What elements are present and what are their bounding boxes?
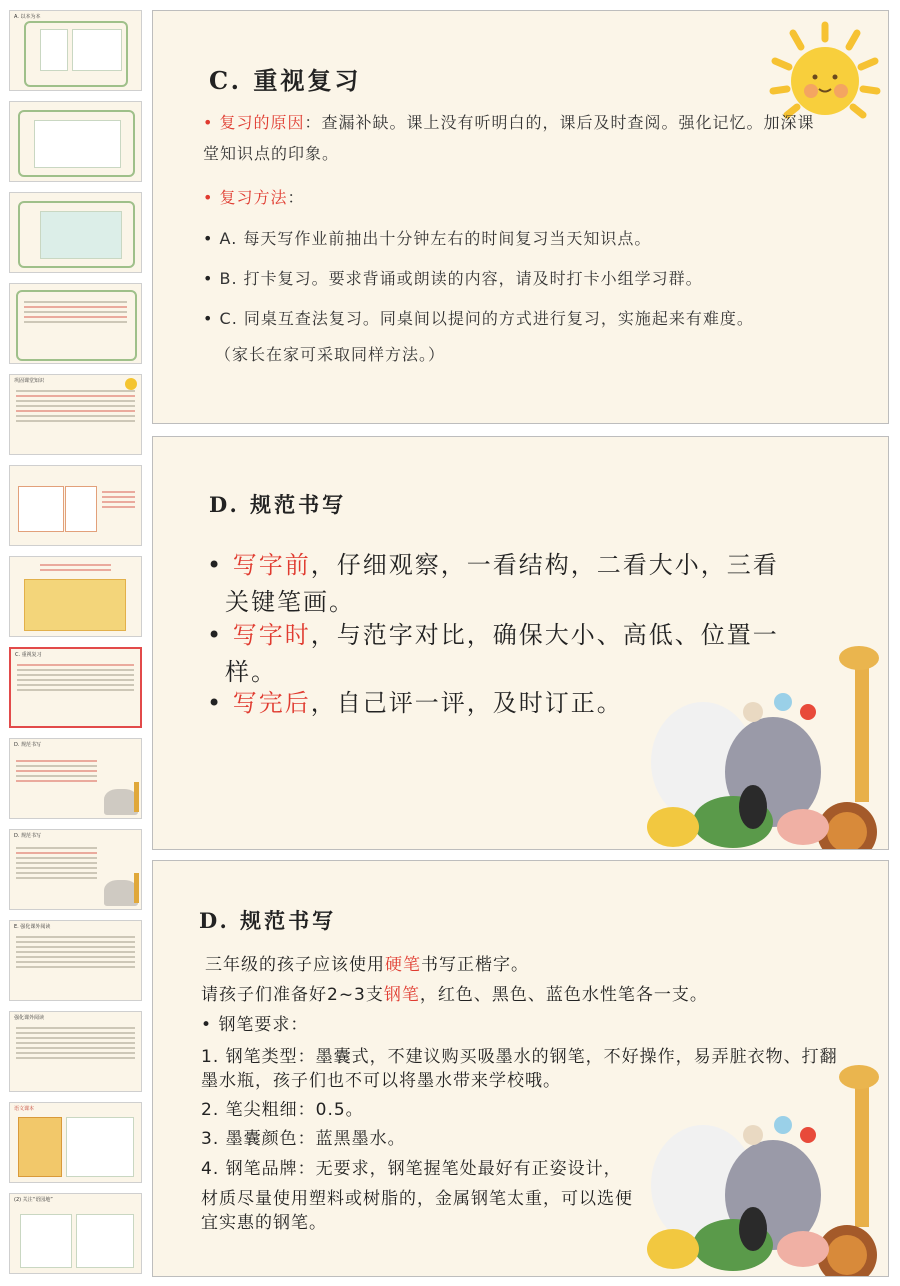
highlight-hard-pen: 硬笔 — [385, 955, 421, 975]
thumbnail-6[interactable] — [9, 465, 142, 546]
thumbnail-label: A. 以本为本 — [14, 14, 41, 20]
animals-illustration — [633, 642, 889, 850]
thumbnail-13[interactable] — [9, 1102, 142, 1183]
thumbnail-label: 强化课外阅读 — [14, 1015, 45, 1021]
point-text-cont: 关键笔画。 — [225, 588, 355, 616]
text-part: 请孩子们准备好2~3支 — [201, 985, 384, 1005]
slide-title: C. 重视复习 — [209, 66, 362, 95]
thumbnail-label: 语文课本 — [14, 1106, 35, 1112]
reason-text: ：查漏补缺。课上没有听明白的，课后及时查阅。强化记忆。加深课堂知识点的印象。 — [203, 113, 815, 163]
thumb-lines — [24, 298, 127, 357]
point-label: 写字时 — [232, 621, 311, 649]
highlight-fountain-pen: 钢笔 — [383, 985, 420, 1005]
method-item-c — [203, 303, 828, 334]
method-item-text: A. 每天写作业前抽出十分钟左右的时间复习当天知识点。 — [219, 229, 652, 248]
thumbnail-5[interactable] — [9, 374, 142, 455]
thumbnail-11[interactable] — [9, 920, 142, 1001]
thumb-lines — [16, 933, 135, 994]
pen-intro-line — [205, 953, 838, 977]
reason-paragraph — [203, 107, 828, 169]
thumbnail-3[interactable] — [9, 192, 142, 273]
thumb-panel — [18, 1117, 62, 1177]
thumbnail-label: E. 强化课外阅读 — [14, 924, 51, 930]
method-item-text: B. 打卡复习。要求背诵或朗读的内容，请及时打卡小组学习群。 — [219, 269, 703, 288]
thumb-lines — [16, 387, 135, 448]
point-text: ，仔细观察，一看结构，二看大小，三看 — [310, 551, 779, 579]
bullet-dot: • — [203, 113, 214, 132]
slide-pen-requirements[interactable] — [152, 860, 889, 1277]
slide-thumbnail-rail[interactable] — [0, 0, 148, 1286]
requirement-nib: 2. 笔尖粗细：0.5。 — [201, 1100, 364, 1120]
thumb-panel — [20, 1214, 72, 1268]
thumb-lines — [16, 757, 97, 812]
thumbnail-14[interactable] — [9, 1193, 142, 1274]
thumb-panel — [40, 211, 122, 259]
thumb-lines — [16, 1024, 135, 1085]
thumb-lines — [16, 844, 97, 903]
slide-title: D. 规范书写 — [199, 908, 337, 933]
bullet-dot: • — [207, 621, 224, 649]
thumb-panel — [65, 486, 97, 532]
point-text: ，自己评一评，及时订正。 — [310, 689, 623, 717]
slide-review[interactable] — [152, 10, 889, 424]
bullet-dot: • — [203, 188, 214, 207]
thumbnail-12[interactable] — [9, 1011, 142, 1092]
thumb-panel — [34, 120, 121, 168]
pen-prepare-line — [201, 983, 838, 1007]
bullet-dot: • — [201, 1015, 213, 1035]
thumb-panel — [76, 1214, 134, 1268]
thumb-lines — [102, 488, 135, 539]
thumb-lines — [40, 561, 111, 630]
thumbnail-4[interactable] — [9, 283, 142, 364]
method-item-text: C. 同桌互查法复习。同桌间以提问的方式进行复习，实施起来有难度。 — [219, 309, 754, 328]
thumbnail-label: D. 规范书写 — [14, 742, 42, 748]
thumbnail-label: (2) 关注“语园地” — [14, 1197, 53, 1203]
writing-point-before — [207, 547, 818, 621]
bullet-dot: • — [203, 269, 214, 288]
animals-illustration — [633, 1057, 889, 1277]
thumbnail-10[interactable] — [9, 829, 142, 910]
thumbnail-label: 巩固课堂知识 — [14, 378, 45, 384]
method-item-a — [203, 223, 828, 254]
text-part: ，红色、黑色、蓝色水性笔各一支。 — [419, 985, 708, 1005]
point-text: ，与范字对比，确保大小、高低、位置一 — [310, 621, 779, 649]
thumb-panel — [18, 486, 64, 532]
slide-writing-standard[interactable] — [152, 436, 889, 850]
thumb-panel — [40, 29, 68, 71]
method-item-b — [203, 263, 828, 294]
thumbnail-8-active[interactable] — [9, 647, 142, 728]
thumb-panel — [72, 29, 122, 71]
thumb-lines — [17, 661, 134, 720]
thumbnail-9[interactable] — [9, 738, 142, 819]
bullet-dot: • — [207, 689, 224, 717]
animals-illustration — [104, 880, 138, 906]
parent-note: （家长在家可采取同样方法。） — [215, 345, 446, 364]
text-part: 三年级的孩子应该使用 — [205, 955, 385, 975]
thumbnail-1[interactable] — [9, 10, 142, 91]
method-heading — [203, 182, 828, 213]
thumbnail-label: D. 规范书写 — [14, 833, 42, 839]
point-text-cont: 样。 — [225, 658, 277, 686]
requirement-type: 1. 钢笔类型：墨囊式，不建议购买吸墨水的钢笔，不好操作，易弄脏衣物、打翻墨水瓶，孩子们也不可以将墨水带来学校哦。 — [201, 1047, 838, 1091]
thumb-panel — [66, 1117, 134, 1177]
thumbnail-label: C. 重视复习 — [15, 652, 42, 658]
text-part: 钢笔要求： — [218, 1015, 309, 1035]
requirement-material: 材质尽量使用塑料或树脂的，金属钢笔太重，可以选便宜实惠的钢笔。 — [201, 1189, 633, 1233]
giraffe-illustration — [134, 873, 139, 903]
bullet-dot: • — [203, 309, 214, 328]
slide-title: D. 规范书写 — [209, 492, 347, 517]
giraffe-illustration — [134, 782, 139, 812]
reason-label: 复习的原因 — [219, 113, 305, 132]
animals-illustration — [104, 789, 138, 815]
pen-requirements-heading — [201, 1013, 838, 1037]
point-label: 写字前 — [232, 551, 311, 579]
point-label: 写完后 — [232, 689, 311, 717]
text-part: 书写正楷字。 — [421, 955, 529, 975]
method-colon: ： — [287, 188, 305, 207]
thumbnail-2[interactable] — [9, 101, 142, 182]
bullet-dot: • — [203, 229, 214, 248]
requirement-brand: 4. 钢笔品牌：无要求，钢笔握笔处最好有正姿设计， — [201, 1159, 622, 1179]
method-label: 复习方法 — [219, 188, 288, 207]
bullet-dot: • — [207, 551, 224, 579]
requirement-ink: 3. 墨囊颜色：蓝黑墨水。 — [201, 1129, 406, 1149]
thumbnail-7[interactable] — [9, 556, 142, 637]
